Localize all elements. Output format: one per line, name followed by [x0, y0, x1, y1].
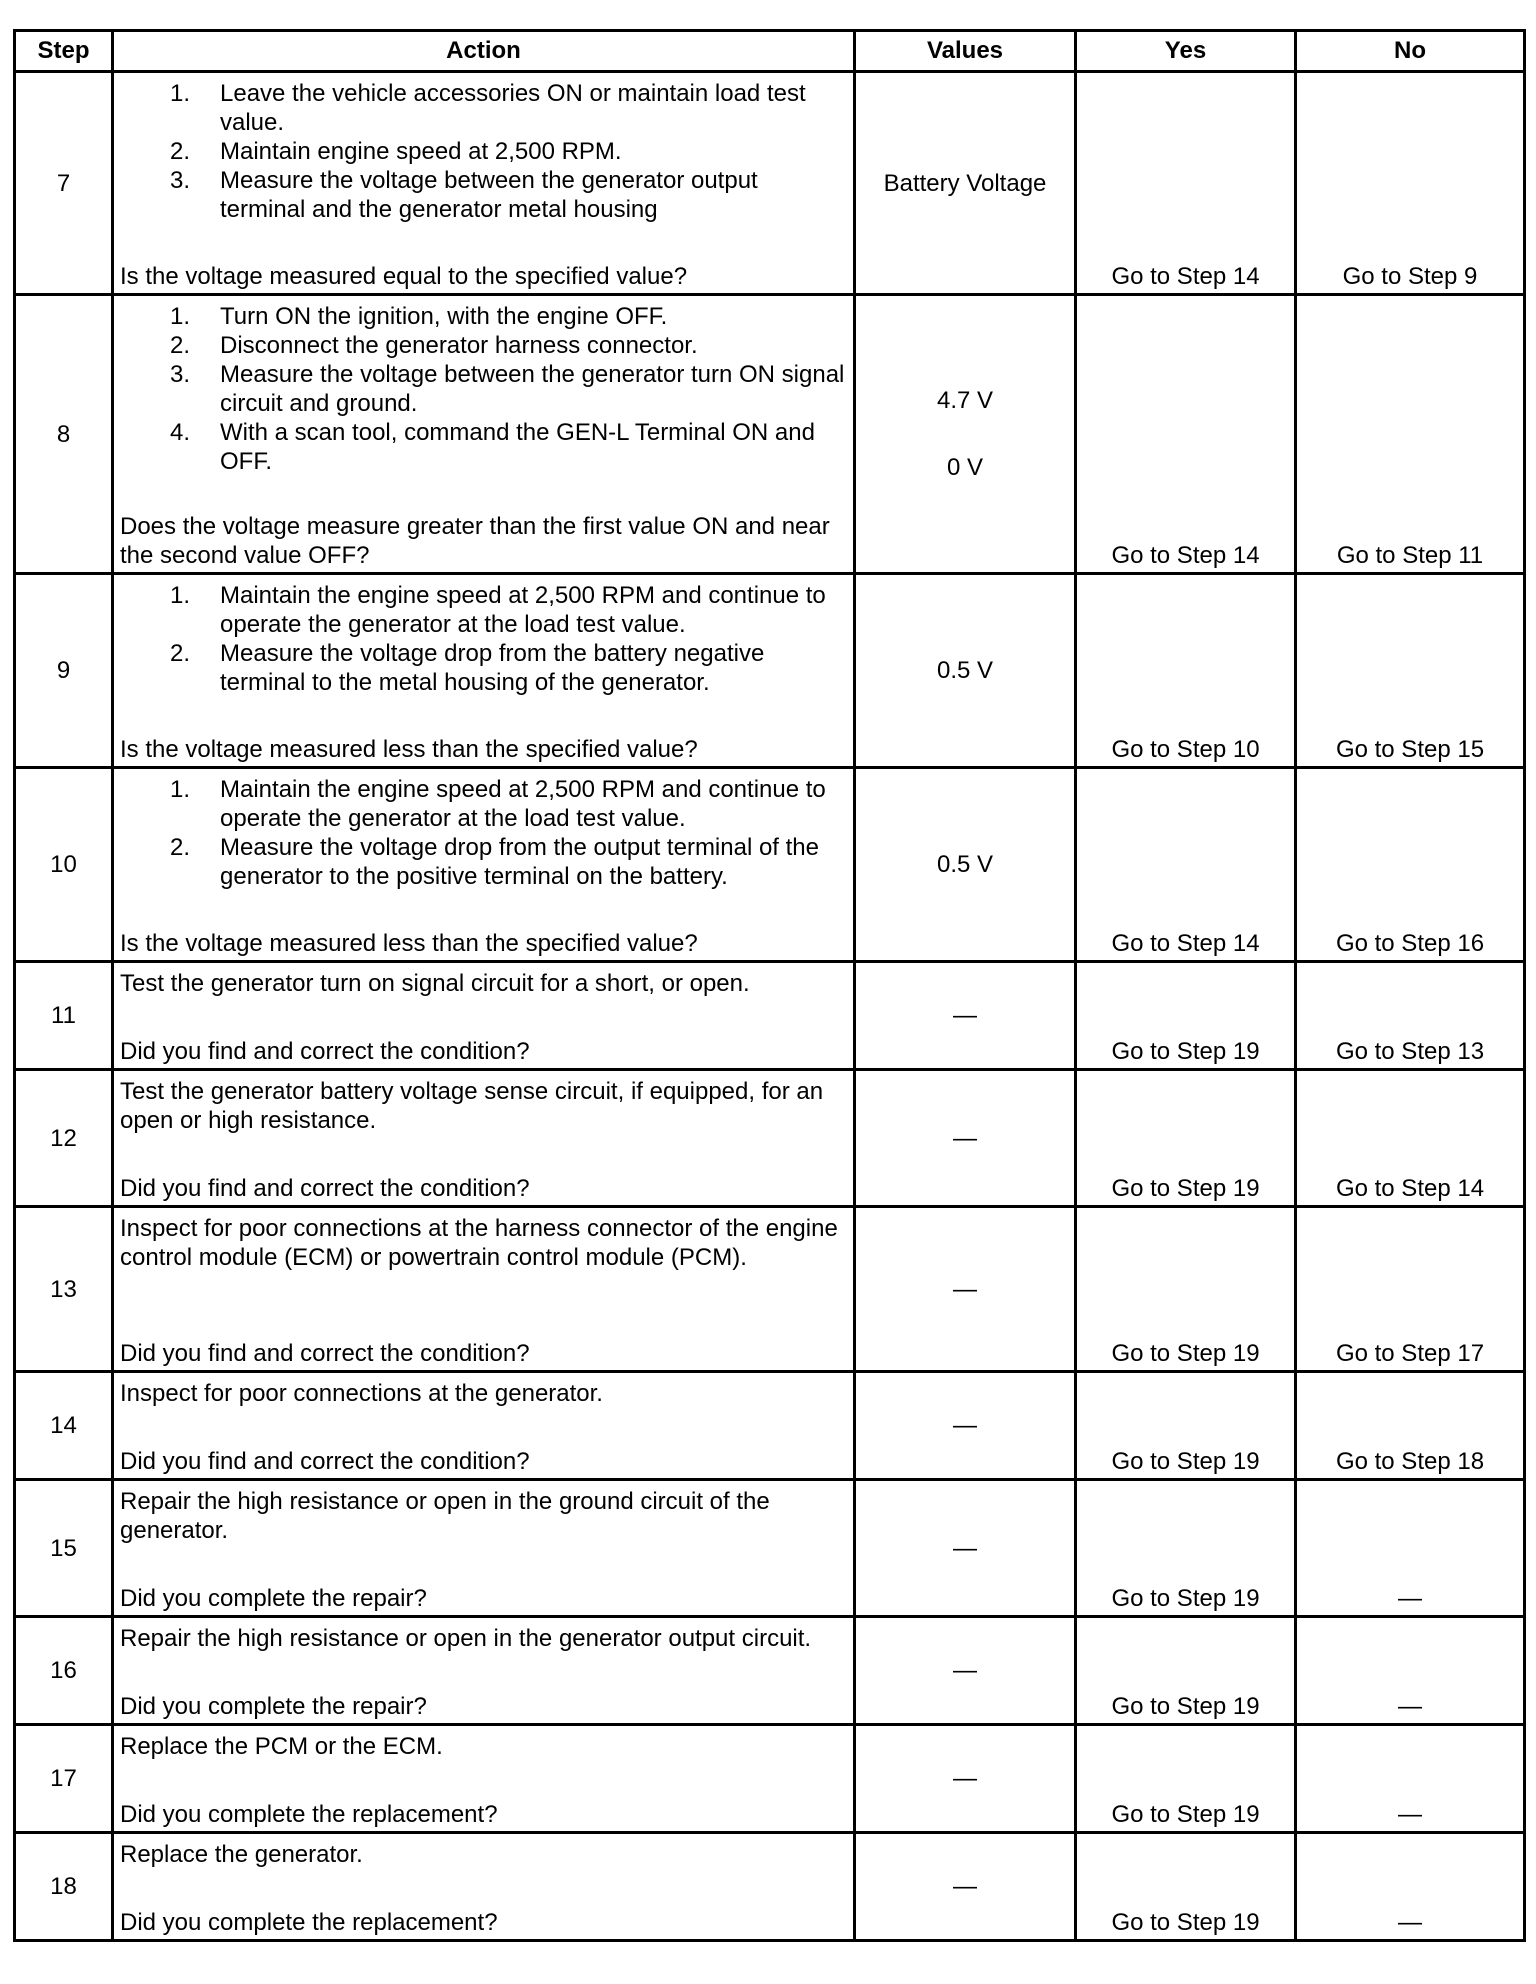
no-outcome: —	[1296, 1617, 1525, 1725]
action-question: Is the voltage measured less than the specified value?	[120, 930, 698, 957]
step-number: 8	[15, 295, 113, 574]
header-step: Step	[15, 31, 113, 72]
table-row	[15, 1617, 1525, 1725]
step-number: 7	[15, 72, 113, 295]
table-row	[15, 574, 1525, 768]
table-row	[15, 1207, 1525, 1372]
no-outcome: Go to Step 18	[1296, 1372, 1525, 1480]
procedure-list	[120, 775, 847, 891]
procedure-item-number: 2.	[169, 640, 190, 667]
specified-value: 0 V	[946, 454, 984, 481]
step-number: 14	[15, 1372, 113, 1480]
step-number: 13	[15, 1207, 113, 1372]
yes-outcome: Go to Step 19	[1076, 1070, 1296, 1207]
action-question: Does the voltage measure greater than the first value ON and near the second value OFF?	[120, 513, 830, 569]
yes-outcome: Go to Step 19	[1076, 1833, 1296, 1941]
table-row	[15, 1725, 1525, 1833]
values-cell	[855, 1372, 1076, 1480]
table-row	[15, 1480, 1525, 1617]
action-text: Inspect for poor connections at the generator.	[120, 1380, 603, 1407]
step-number: 16	[15, 1617, 113, 1725]
action-content	[120, 302, 847, 570]
procedure-item-number: 1.	[169, 582, 190, 609]
no-outcome: —	[1296, 1480, 1525, 1617]
no-outcome: Go to Step 15	[1296, 574, 1525, 768]
procedure-item	[120, 775, 847, 833]
action-cell	[113, 72, 855, 295]
action-content	[120, 1840, 847, 1937]
procedure-item	[120, 331, 847, 360]
action-question: Did you find and correct the condition?	[120, 1038, 530, 1065]
procedure-item-number: 4.	[169, 419, 190, 446]
action-cell	[113, 768, 855, 962]
specified-value: —	[953, 1124, 977, 1152]
yes-outcome: Go to Step 14	[1076, 295, 1296, 574]
specified-value: —	[953, 1873, 977, 1900]
no-outcome: Go to Step 14	[1296, 1070, 1525, 1207]
action-text: Test the generator turn on signal circuit for a short, or open.	[120, 970, 750, 997]
action-question: Did you complete the replacement?	[120, 1909, 498, 1936]
procedure-item	[120, 581, 847, 639]
diagnostic-table	[13, 29, 1526, 1942]
no-outcome: Go to Step 13	[1296, 962, 1525, 1070]
specified-value: —	[953, 1657, 977, 1684]
specified-value: Battery Voltage	[883, 169, 1047, 197]
yes-outcome: Go to Step 10	[1076, 574, 1296, 768]
procedure-item	[120, 79, 847, 137]
header-row	[15, 31, 1525, 72]
procedure-item	[120, 418, 847, 476]
action-cell	[113, 1070, 855, 1207]
no-outcome: —	[1296, 1725, 1525, 1833]
yes-outcome: Go to Step 19	[1076, 1617, 1296, 1725]
action-cell	[113, 1207, 855, 1372]
action-content	[120, 79, 847, 291]
action-cell	[113, 1617, 855, 1725]
action-text: Repair the high resistance or open in the ground circuit of the generator.	[120, 1488, 770, 1544]
yes-outcome: Go to Step 19	[1076, 1725, 1296, 1833]
action-content	[120, 1077, 847, 1203]
procedure-item	[120, 302, 847, 331]
action-cell	[113, 1480, 855, 1617]
action-cell	[113, 962, 855, 1070]
action-cell	[113, 1833, 855, 1941]
values-cell	[855, 574, 1076, 768]
header-no: No	[1296, 31, 1525, 72]
procedure-item	[120, 833, 847, 891]
procedure-item	[120, 166, 847, 224]
procedure-item-text: Leave the vehicle accessories ON or maintain load test value.	[220, 80, 806, 136]
action-content	[120, 969, 847, 1066]
action-question: Is the voltage measured less than the specified value?	[120, 736, 698, 763]
yes-outcome: Go to Step 19	[1076, 1480, 1296, 1617]
table-row	[15, 295, 1525, 574]
action-question: Did you complete the repair?	[120, 1585, 427, 1612]
yes-outcome: Go to Step 19	[1076, 1207, 1296, 1372]
action-question: Is the voltage measured equal to the specified value?	[120, 263, 688, 290]
procedure-item-text: Measure the voltage drop from the output terminal of the generator to the positive terminal on the battery.	[220, 834, 820, 890]
table-row	[15, 768, 1525, 962]
procedure-item-text: Maintain the engine speed at 2,500 RPM and continue to operate the generator at the load test value.	[220, 582, 826, 638]
action-question: Did you find and correct the condition?	[120, 1448, 530, 1475]
procedure-item	[120, 137, 847, 166]
step-number: 12	[15, 1070, 113, 1207]
diagnostic-page	[13, 29, 1523, 1942]
procedure-item-number: 2.	[169, 834, 190, 861]
procedure-item-number: 1.	[169, 303, 190, 330]
procedure-item	[120, 639, 847, 697]
step-number: 10	[15, 768, 113, 962]
specified-value: —	[953, 1412, 977, 1439]
no-outcome: Go to Step 17	[1296, 1207, 1525, 1372]
yes-outcome: Go to Step 19	[1076, 962, 1296, 1070]
procedure-item-number: 1.	[169, 80, 190, 107]
action-text: Test the generator battery voltage sense circuit, if equipped, for an open or high resistance.	[120, 1078, 824, 1134]
step-number: 11	[15, 962, 113, 1070]
procedure-item-number: 3.	[169, 361, 190, 388]
procedure-item	[120, 360, 847, 418]
values-cell	[855, 1207, 1076, 1372]
values-cell	[855, 768, 1076, 962]
procedure-list	[120, 581, 847, 697]
procedure-item-text: Measure the voltage between the generator output terminal and the generator metal housing	[220, 167, 758, 223]
table-row	[15, 1070, 1525, 1207]
table-body	[15, 72, 1525, 1941]
specified-value: —	[953, 1002, 977, 1029]
action-content	[120, 1214, 847, 1368]
values-cell	[855, 962, 1076, 1070]
no-outcome: Go to Step 9	[1296, 72, 1525, 295]
action-text: Inspect for poor connections at the harness connector of the engine control module (ECM) or powertrain control module (PCM).	[120, 1215, 838, 1271]
action-content	[120, 1732, 847, 1829]
specified-value: —	[953, 1275, 977, 1303]
action-text: Repair the high resistance or open in the generator output circuit.	[120, 1625, 812, 1652]
procedure-item-number: 2.	[169, 332, 190, 359]
header-yes: Yes	[1076, 31, 1296, 72]
action-content	[120, 1624, 847, 1721]
specified-value: 0.5 V	[936, 851, 994, 878]
values-cell	[855, 295, 1076, 574]
values-cell	[855, 1480, 1076, 1617]
specified-value: —	[953, 1534, 977, 1562]
no-outcome: Go to Step 11	[1296, 295, 1525, 574]
action-cell	[113, 295, 855, 574]
action-question: Did you find and correct the condition?	[120, 1175, 530, 1202]
header-values: Values	[855, 31, 1076, 72]
header-action: Action	[113, 31, 855, 72]
procedure-item-text: Measure the voltage between the generator turn ON signal circuit and ground.	[220, 361, 845, 417]
action-text: Replace the PCM or the ECM.	[120, 1733, 443, 1760]
action-cell	[113, 1725, 855, 1833]
values-cell	[855, 1070, 1076, 1207]
step-number: 15	[15, 1480, 113, 1617]
step-number: 18	[15, 1833, 113, 1941]
values-cell	[855, 1833, 1076, 1941]
no-outcome: —	[1296, 1833, 1525, 1941]
procedure-item-number: 2.	[169, 138, 190, 165]
procedure-item-text: Turn ON the ignition, with the engine OFF.	[220, 303, 668, 330]
procedure-item-text: Maintain the engine speed at 2,500 RPM and continue to operate the generator at the load test value.	[220, 776, 826, 832]
yes-outcome: Go to Step 14	[1076, 72, 1296, 295]
procedure-item-text: Measure the voltage drop from the battery negative terminal to the metal housing of the generator.	[220, 640, 765, 696]
table-row	[15, 1833, 1525, 1941]
yes-outcome: Go to Step 14	[1076, 768, 1296, 962]
procedure-item-text: With a scan tool, command the GEN-L Terminal ON and OFF.	[220, 419, 815, 475]
action-content	[120, 581, 847, 764]
procedure-item-text: Disconnect the generator harness connector.	[220, 332, 698, 359]
action-question: Did you find and correct the condition?	[120, 1340, 530, 1367]
procedure-list	[120, 79, 847, 224]
values-cell	[855, 72, 1076, 295]
yes-outcome: Go to Step 19	[1076, 1372, 1296, 1480]
procedure-item-number: 3.	[169, 167, 190, 194]
action-content	[120, 1379, 847, 1476]
step-number: 17	[15, 1725, 113, 1833]
action-cell	[113, 1372, 855, 1480]
action-question: Did you complete the repair?	[120, 1693, 427, 1720]
procedure-item-text: Maintain engine speed at 2,500 RPM.	[220, 138, 622, 165]
no-outcome: Go to Step 16	[1296, 768, 1525, 962]
procedure-item-number: 1.	[169, 776, 190, 803]
specified-value: —	[953, 1765, 977, 1792]
values-cell	[855, 1725, 1076, 1833]
action-cell	[113, 574, 855, 768]
specified-value: 4.7 V	[936, 387, 994, 414]
step-number: 9	[15, 574, 113, 768]
action-content	[120, 775, 847, 958]
specified-value: 0.5 V	[936, 657, 994, 684]
values-cell	[855, 1617, 1076, 1725]
action-content	[120, 1487, 847, 1613]
table-row	[15, 1372, 1525, 1480]
action-question: Did you complete the replacement?	[120, 1801, 498, 1828]
procedure-list	[120, 302, 847, 476]
table-row	[15, 72, 1525, 295]
table-row	[15, 962, 1525, 1070]
action-text: Replace the generator.	[120, 1841, 363, 1868]
